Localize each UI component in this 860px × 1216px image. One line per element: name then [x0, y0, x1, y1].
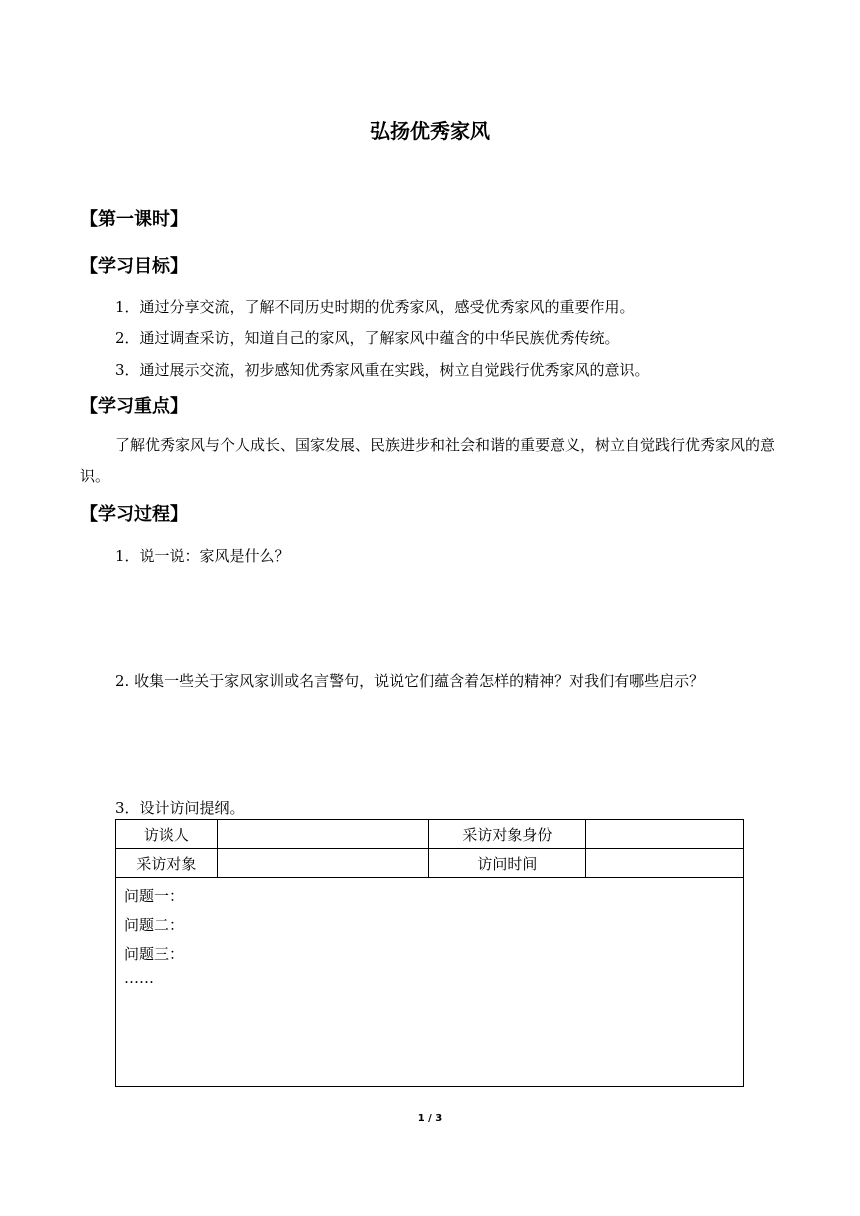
objective-item: 1．通过分享交流，了解不同历史时期的优秀家风，感受优秀家风的重要作用。 — [115, 298, 635, 316]
objective-item: 3．通过展示交流，初步感知优秀家风重在实践，树立自觉践行优秀家风的意识。 — [115, 361, 650, 379]
interview-outline-table — [115, 819, 744, 1087]
objectives-heading: 【学习目标】 — [80, 256, 188, 277]
time-field[interactable] — [586, 849, 744, 878]
page-title: 弘扬优秀家风 — [370, 119, 490, 143]
process-heading: 【学习过程】 — [80, 504, 188, 525]
time-label: 访问时间 — [429, 849, 586, 878]
page-number: 1 / 3 — [417, 1113, 443, 1124]
identity-label: 采访对象身份 — [429, 820, 586, 849]
objective-item: 2．通过调查采访，知道自己的家风，了解家风中蕴含的中华民族优秀传统。 — [115, 329, 620, 347]
focus-heading: 【学习重点】 — [80, 396, 188, 417]
interviewer-label: 访谈人 — [116, 820, 218, 849]
question-1: 1．说一说：家风是什么？ — [115, 547, 290, 565]
question-3: 3．设计访问提纲。 — [115, 799, 245, 817]
questions-cell[interactable] — [116, 878, 744, 1087]
ellipsis: …… — [124, 969, 154, 987]
interviewer-field[interactable] — [217, 820, 429, 849]
lesson-heading: 【第一课时】 — [80, 209, 188, 230]
identity-field[interactable] — [586, 820, 744, 849]
subject-field[interactable] — [217, 849, 429, 878]
question-line: 问题三： — [124, 945, 185, 963]
question-line: 问题一： — [124, 887, 185, 905]
question-line: 问题二： — [124, 916, 185, 934]
focus-paragraph: 了解优秀家风与个人成长、国家发展、民族进步和社会和谐的重要意义，树立自觉践行优秀家风的意识。 — [80, 436, 776, 485]
question-2: 2. 收集一些关于家风家训或名言警句，说说它们蕴含着怎样的精神？对我们有哪些启示？ — [115, 672, 705, 690]
subject-label: 采访对象 — [116, 849, 218, 878]
